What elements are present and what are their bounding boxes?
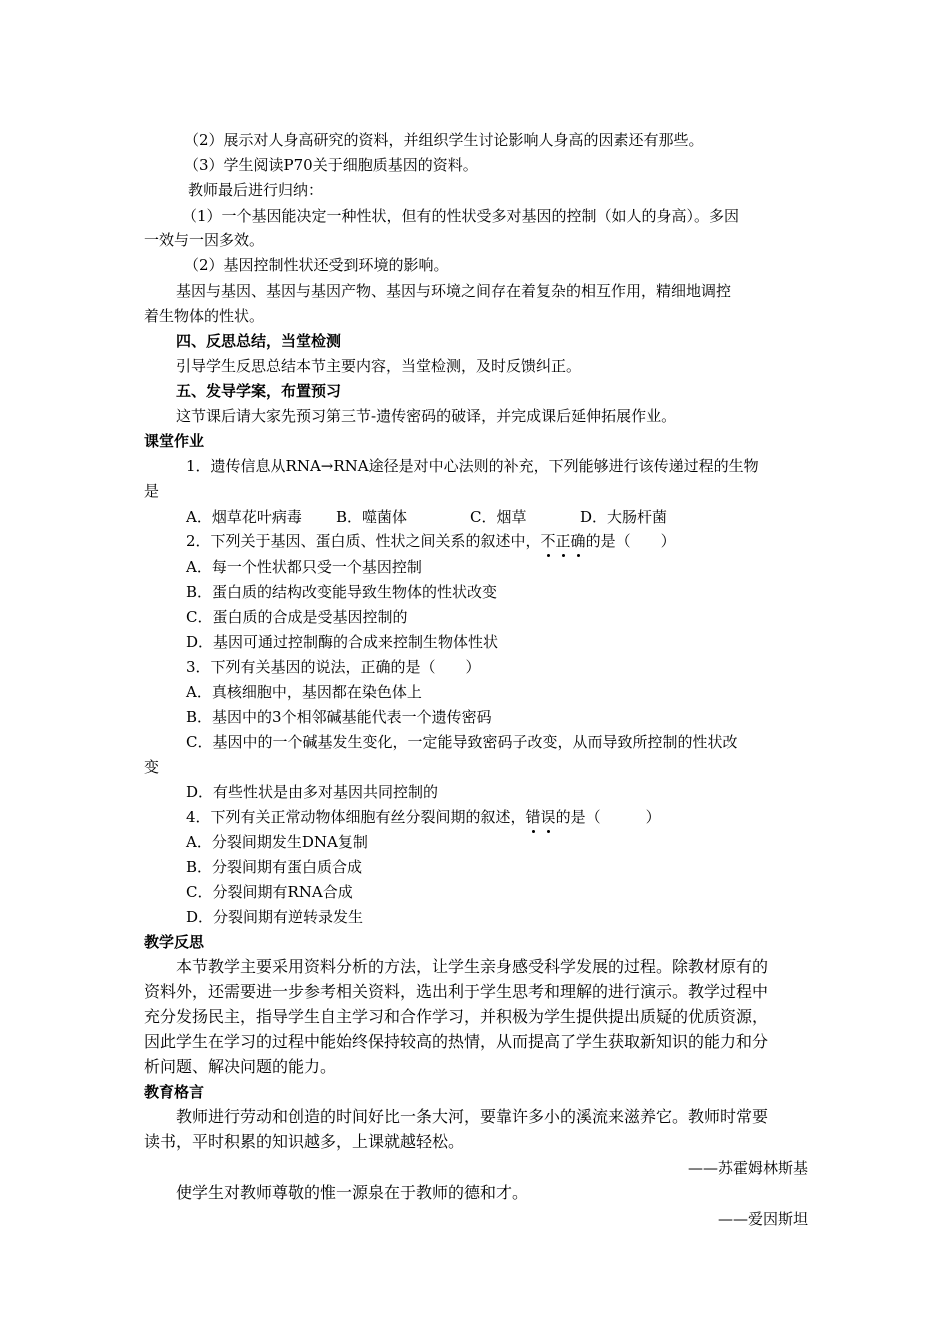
option: D．分裂间期有逆转录发生 <box>186 908 364 926</box>
quote: 使学生对教师尊敬的惟一源泉在于教师的德和才。 <box>176 1183 529 1202</box>
emphasis-dot <box>547 554 550 557</box>
quote-author: ——苏霍姆林斯基 <box>687 1159 808 1177</box>
emphasis-text <box>526 808 556 826</box>
option: A．真核细胞中，基因都在染色体上 <box>186 683 422 701</box>
option: D．大肠杆菌 <box>580 508 668 526</box>
question-1-options <box>186 507 667 527</box>
section-heading: 教育格言 <box>144 1083 205 1101</box>
section-heading: 课堂作业 <box>144 432 205 450</box>
paragraph: 引导学生反思总结本节主要内容，当堂检测，及时反馈纠正。 <box>176 357 582 375</box>
option: A．分裂间期发生DNA复制 <box>186 833 368 851</box>
emphasis-dot <box>562 554 565 557</box>
paragraph: 着生物体的性状。 <box>144 307 265 325</box>
question-2 <box>186 531 676 551</box>
paragraph: （3）学生阅读P70关于细胞质基因的资料。 <box>184 156 478 174</box>
quote: 教师进行劳动和创造的时间好比一条大河，要靠许多小的溪流来滋养它。教师时常要 <box>176 1107 769 1126</box>
paragraph: 析问题、解决问题的能力。 <box>144 1057 337 1076</box>
emphasis-text <box>541 532 586 550</box>
option: C．分裂间期有RNA合成 <box>186 883 353 901</box>
paragraph: 本节教学主要采用资料分析的方法，让学生亲身感受科学发展的过程。除教材原有的 <box>176 957 769 976</box>
paragraph: 因此学生在学习的过程中能始终保持较高的热情，从而提高了学生获取新知识的能力和分 <box>144 1032 769 1051</box>
emphasis-dot <box>577 554 580 557</box>
option-continued: 变 <box>144 758 160 776</box>
option: B．蛋白质的结构改变能导致生物体的性状改变 <box>186 583 498 601</box>
option: C．基因中的一个碱基发生变化，一定能导致密码子改变，从而导致所控制的性状改 <box>186 733 738 751</box>
paragraph: 资料外，还需要进一步参考相关资料，选出利于学生思考和理解的进行演示。教学过程中 <box>144 982 769 1001</box>
emphasis-label: 错误 <box>525 808 556 826</box>
option: A．烟草花叶病毒 <box>186 508 302 526</box>
paragraph: 教师最后进行归纳： <box>188 181 324 199</box>
question-1-continued: 是 <box>144 482 160 500</box>
emphasis-dot <box>532 830 535 833</box>
paragraph: （2）展示对人身高研究的资料，并组织学生讨论影响人身高的因素还有那些。 <box>184 131 704 149</box>
option: A．每一个性状都只受一个基因控制 <box>186 558 422 576</box>
paragraph: （1）一个基因能决定一种性状，但有的性状受多对基因的控制（如人的身高）。多因 <box>182 207 740 225</box>
option: B．噬菌体 <box>336 508 408 526</box>
paragraph: 这节课后请大家先预习第三节-遗传密码的破译，并完成课后延伸拓展作业。 <box>176 407 677 425</box>
question-text: 的是（ ） <box>555 808 661 826</box>
option: B．分裂间期有蛋白质合成 <box>186 858 363 876</box>
section-heading: 四、反思总结，当堂检测 <box>176 332 342 350</box>
question-3: 3．下列有关基因的说法，正确的是（ ） <box>186 658 481 676</box>
paragraph: 一效与一因多效。 <box>144 231 265 249</box>
question-text: 2．下列关于基因、蛋白质、性状之间关系的叙述中， <box>186 532 541 550</box>
quote-author: ——爱因斯坦 <box>717 1210 808 1228</box>
question-text: 4．下列有关正常动物体细胞有丝分裂间期的叙述， <box>186 808 526 826</box>
option: D．有些性状是由多对基因共同控制的 <box>186 783 439 801</box>
emphasis-label: 不正确 <box>540 532 586 550</box>
option: C．蛋白质的合成是受基因控制的 <box>186 608 408 626</box>
emphasis-dot <box>547 830 550 833</box>
question-1: 1．遗传信息从RNA→RNA途径是对中心法则的补充，下列能够进行该传递过程的生物 <box>186 457 759 475</box>
section-heading: 五、发导学案，布置预习 <box>176 382 342 400</box>
paragraph: （2）基因控制性状还受到环境的影响。 <box>184 256 449 274</box>
option: D．基因可通过控制酶的合成来控制生物体性状 <box>186 633 499 651</box>
section-heading: 教学反思 <box>144 933 205 951</box>
paragraph: 基因与基因、基因与基因产物、基因与环境之间存在着复杂的相互作用，精细地调控 <box>176 282 732 300</box>
question-text: 的是（ ） <box>585 532 676 550</box>
option: B．基因中的3个相邻碱基能代表一个遗传密码 <box>186 708 492 726</box>
option: C．烟草 <box>470 508 527 526</box>
quote: 读书，平时积累的知识越多，上课就越轻松。 <box>144 1132 465 1151</box>
paragraph: 充分发扬民主，指导学生自主学习和合作学习，并积极为学生提供提出质疑的优质资源， <box>144 1007 769 1026</box>
question-4 <box>186 807 661 827</box>
